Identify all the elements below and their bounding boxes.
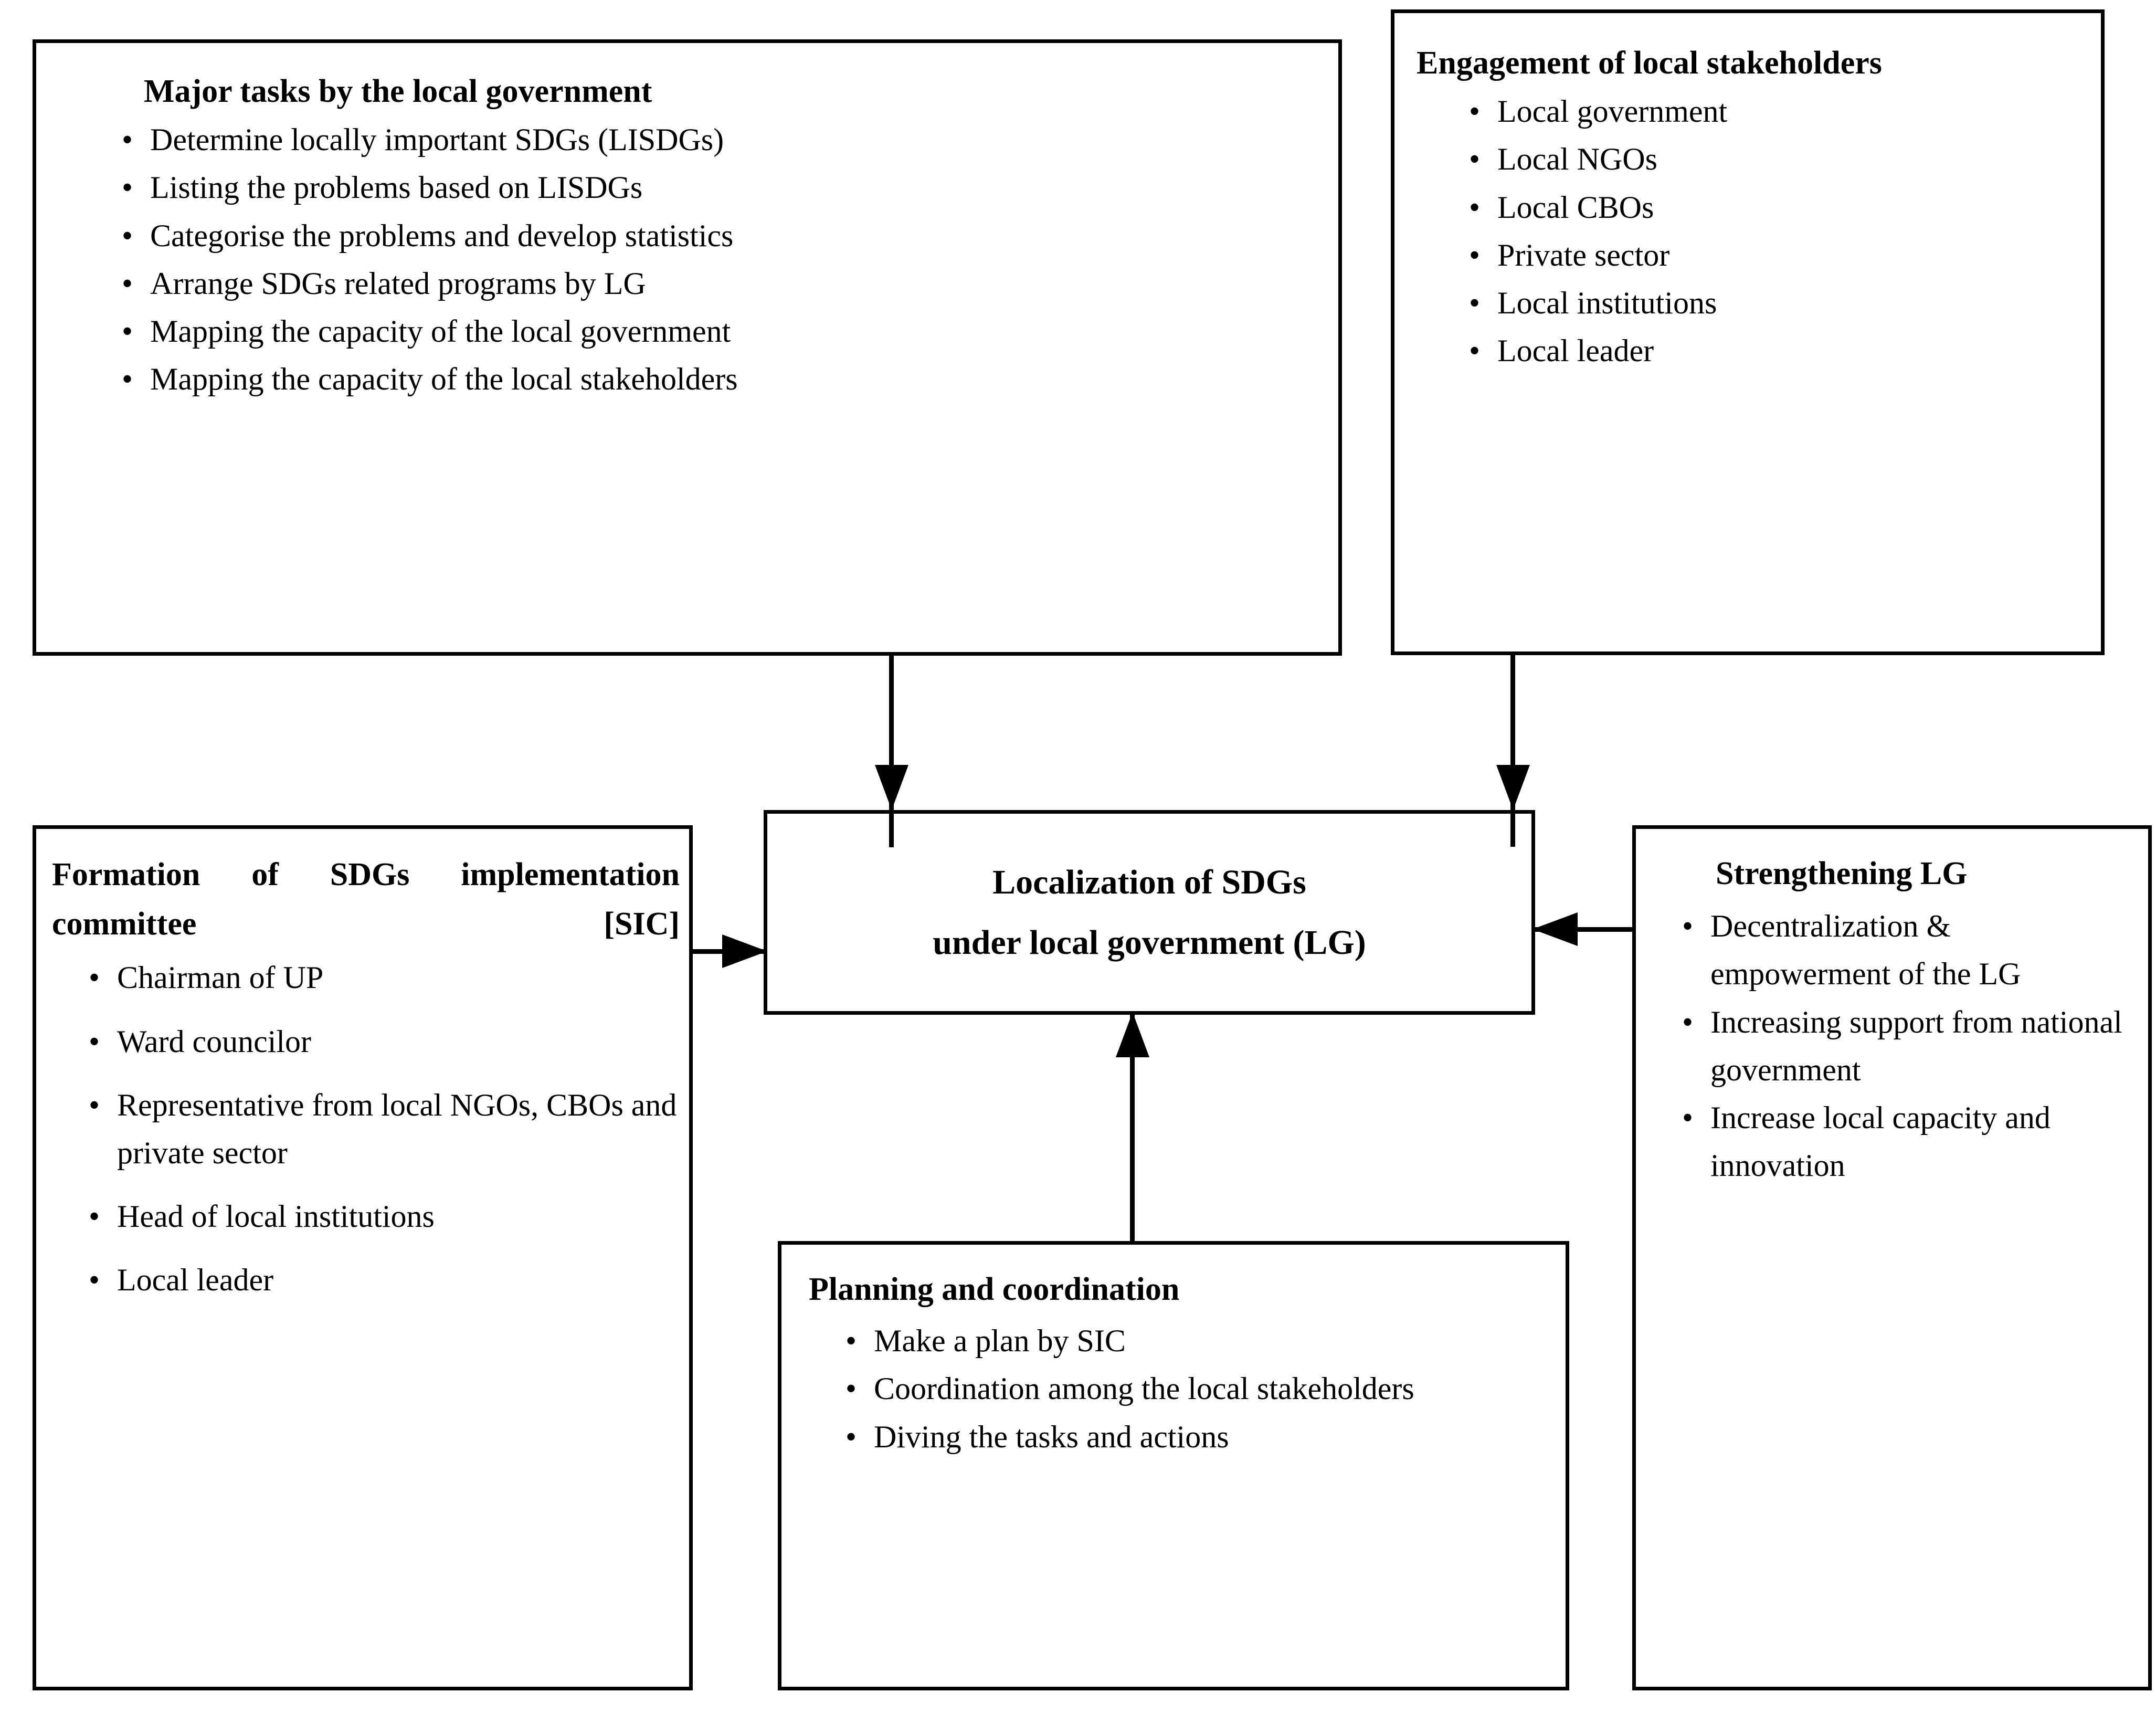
box-major-tasks-content [36,43,1338,403]
box-engagement-title: Engagement of local stakeholders [1417,45,1882,81]
connector-planning-to-central-arrowhead [1116,1012,1149,1057]
box-localization-title-line1: Localization of SDGs [992,863,1306,901]
connector-strengthening-to-central-arrowhead [1533,912,1578,946]
box-planning-content [781,1245,1566,1461]
box-engagement-list [1465,88,2090,375]
connector-engagement-to-central-line [1510,655,1515,847]
list-item: • Mapping the capacity of the local stakeholders [118,355,1323,403]
list-item: • Local NGOs [1465,135,2090,183]
list-item: • Categorise the problems and develop statistics [118,212,1323,260]
list-item: • Determine locally important SDGs (LISDGs) [118,116,1323,164]
list-item: • Mapping the capacity of the local government [118,308,1323,355]
connector-major-tasks-to-central-line [889,656,894,847]
list-item: • Local CBOs [1465,184,2090,232]
list-item: • Increasing support from national government [1678,998,2139,1094]
box-localization-content [767,814,1531,1011]
box-sic-content [36,829,689,1305]
box-engagement-content [1394,13,2101,375]
list-item: • Local leader [84,1256,680,1304]
box-localization-title-line2: under local government (LG) [933,923,1366,962]
list-item: • Diving the tasks and actions [841,1413,1555,1461]
box-major-tasks-title: Major tasks by the local government [144,73,652,109]
list-item: • Chairman of UP [84,954,680,1002]
box-planning-title: Planning and coordination [809,1271,1180,1307]
list-item: • Decentralization & empowerment of the LG [1678,902,2139,998]
box-major-tasks-list [118,116,1323,403]
list-item: • Local government [1465,88,2090,135]
list-item: • Private sector [1465,232,2090,279]
box-planning-and-coordination [778,1241,1569,1690]
list-item: • Increase local capacity and innovation [1678,1094,2139,1190]
box-strengthening-lg [1632,825,2152,1690]
list-item: • Arrange SDGs related programs by LG [118,260,1323,308]
box-strengthening-list [1678,902,2139,1190]
list-item: • Local institutions [1465,279,2090,327]
box-engagement-of-local-stakeholders [1391,9,2105,655]
list-item: • Ward councilor [84,1018,680,1066]
connector-engagement-to-central-arrowhead [1496,765,1530,810]
box-strengthening-title: Strengthening LG [1716,856,1968,891]
list-item: • Representative from local NGOs, CBOs and private sector [84,1081,680,1177]
box-localization-of-sdgs [764,810,1535,1015]
box-planning-list [841,1317,1555,1461]
list-item: • Listing the problems based on LISDGs [118,164,1323,212]
box-major-tasks [33,39,1342,656]
connector-major-tasks-to-central-arrowhead [875,765,908,810]
box-formation-of-sdgs-implementation-committee [33,825,693,1690]
list-item: • Make a plan by SIC [841,1317,1555,1365]
list-item: • Local leader [1465,327,2090,375]
box-sic-list [84,954,680,1304]
box-sic-title: Formation of SDGs implementation committee [SIC] [52,857,688,942]
box-strengthening-content [1636,829,2148,1190]
list-item: • Head of local institutions [84,1193,680,1241]
connector-sic-to-central-arrowhead [722,934,767,968]
list-item: • Coordination among the local stakeholders [841,1365,1555,1413]
